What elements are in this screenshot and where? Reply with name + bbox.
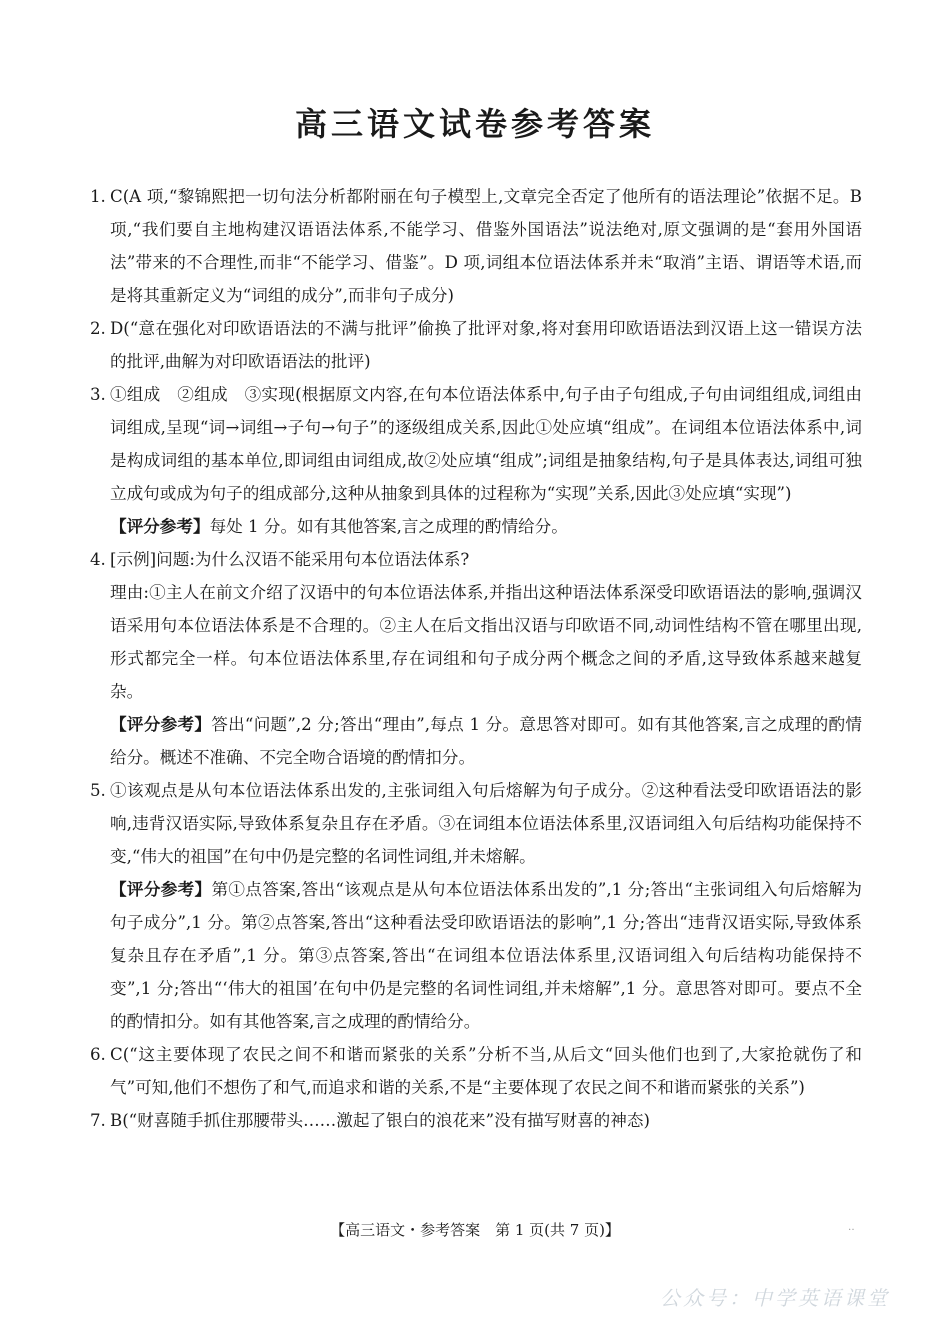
answer-text: ①组成 ②组成 ③实现(根据原文内容,在句本位语法体系中,句子由子句组成,子句由词组组成,词组由词组成,呈现“词→词组→子句→句子”的逐级组成关系,因此①处应填“组成”。在词组本位语法体系中,词是构成词组的基本单位,即词组由词组成,故②处应填“组成”;词组是抽象结构,句子是具体表达,词组可独立成句或成为句子的组成部分,这种从抽象到具体的过程称为“实现”关系,因此③处应填“实现”) <box>110 385 862 503</box>
scoring-text: 每处 1 分。如有其他答案,言之成理的酌情给分。 <box>209 517 568 536</box>
answer-number: 2. <box>90 319 106 338</box>
scoring-text: 答出“问题”,2 分;答出“理由”,每点 1 分。意思答对即可。如有其他答案,言之成理的酌情给分。概述不准确、不完全吻合语境的酌情扣分。 <box>110 715 862 767</box>
page-footer: 【高三语文・参考答案 第 1 页(共 7 页)】 <box>330 1221 620 1239</box>
scoring-note-4 <box>110 708 862 774</box>
answer-number: 6. <box>90 1045 106 1064</box>
page-title: 高三语文试卷参考答案 <box>294 105 655 143</box>
answer-item-6 <box>90 1038 862 1104</box>
answer-text: [示例]问题:为什么汉语不能采用句本位语法体系? <box>110 550 470 569</box>
scoring-label: 【评分参考】 <box>110 879 212 899</box>
answer-reason-4: 理由:①主人在前文介绍了汉语中的句本位语法体系,并指出这种语法体系深受印欧语语法的影响,强调汉语采用句本位语法体系是不合理的。②主人在后文指出汉语与印欧语不同,动词性结构不管在哪里出现,形式都完全一样。句本位语法体系里,存在词组和句子成分两个概念之间的矛盾,这导致体系越来越复杂。 <box>110 583 862 701</box>
answer-number: 1. <box>90 187 106 206</box>
watermark: 公众号：中学英语课堂 <box>660 1286 890 1310</box>
answer-text: C(A 项,“黎锦熙把一切句法分析都附丽在句子模型上,文章完全否定了他所有的语法理论”依据不足。B 项,“我们要自主地构建汉语语法体系,不能学习、借鉴外国语法”说法绝对,原文强调的是“套用外国语法”带来的不合理性,而非“不能学习、借鉴”。D 项,词组本位语法体系并未“取消”主语、谓语等术语,而是将其重新定义为“词组的成分”,而非句子成分) <box>110 187 862 305</box>
scoring-label: 【评分参考】 <box>110 516 210 536</box>
scoring-note-3 <box>110 510 862 543</box>
answer-item-4 <box>90 543 862 576</box>
scoring-text: 第①点答案,答出“该观点是从句本位语法体系出发的”,1 分;答出“主张词组入句后熔解为句子成分”,1 分。第②点答案,答出“这种看法受印欧语语法的影响”,1 分;答出“违背汉语实际,导致体系复杂且存在矛盾”,1 分。第③点答案,答出“在词组本位语法体系里,汉语词组入句后结构功能保持不变”,1 分;答出“‘伟大的祖国’在句中仍是完整的名词性词组,并未熔解”,1 分。意思答对即可。要点不全的酌情扣分。如有其他答案,言之成理的酌情给分。 <box>110 880 863 1031</box>
answer-item-2 <box>90 312 862 378</box>
scoring-note-5 <box>110 873 862 1038</box>
answer-text: D(“意在强化对印欧语语法的不满与批评”偷换了批评对象,将对套用印欧语语法到汉语上这一错误方法的批评,曲解为对印欧语语法的批评) <box>110 319 862 371</box>
answer-number: 7. <box>90 1111 106 1130</box>
answer-item-1 <box>90 180 862 312</box>
answer-text: ①该观点是从句本位语法体系出发的,主张词组入句后熔解为句子成分。②这种看法受印欧语语法的影响,违背汉语实际,导致体系复杂且存在矛盾。③在词组本位语法体系里,汉语词组入句后结构功能保持不变,“伟大的祖国”在句中仍是完整的名词性词组,并未熔解。 <box>110 781 862 866</box>
answer-number: 3. <box>90 385 106 404</box>
answer-text: C(“这主要体现了农民之间不和谐而紧张的关系”分析不当,从后文“回头他们也到了,大家抢就伤了和气”可知,他们不想伤了和气,而追求和谐的关系,不是“主要体现了农民之间不和谐而紧张的关系”) <box>110 1045 862 1097</box>
answer-number: 4. <box>90 550 106 569</box>
scoring-label: 【评分参考】 <box>110 714 212 734</box>
answer-item-7 <box>90 1104 862 1137</box>
footer-dots: ‥ <box>848 1222 855 1233</box>
answer-text: B(“财喜随手抓住那腰带头……激起了银白的浪花来”没有描写财喜的神态) <box>110 1111 650 1130</box>
answer-item-5 <box>90 774 862 873</box>
answer-list <box>90 180 862 1137</box>
answer-number: 5. <box>90 781 106 800</box>
answer-item-3 <box>90 378 862 510</box>
